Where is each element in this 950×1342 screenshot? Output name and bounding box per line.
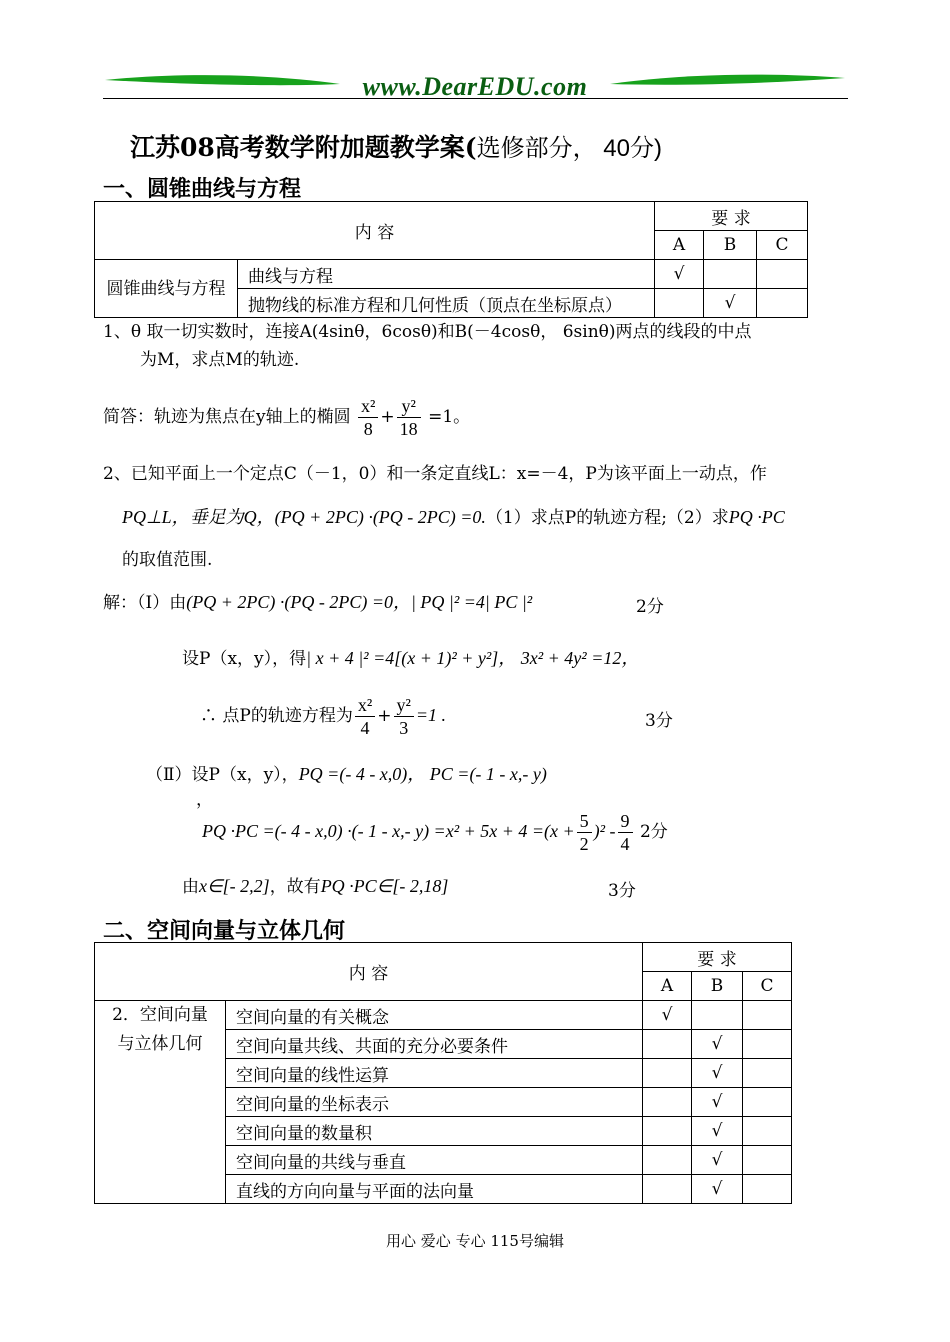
part-ii-comma: ，	[196, 790, 213, 810]
solution-1	[103, 588, 532, 617]
table2-level-a: A	[643, 972, 692, 1001]
table-row-item: 空间向量的有关概念	[226, 1001, 643, 1030]
sol3-fraction-y: $\frac{\text{y²}}{3}$	[394, 694, 414, 739]
score-2: 2分	[636, 597, 664, 617]
range-x: x∈[- 2,2]	[199, 876, 270, 896]
q1-fraction-x: $\frac{\text{x²}}{8}$	[358, 395, 378, 440]
q1-line1: 1、θ 取一切实数时，连接A(4sinθ，6cosθ)和B(－4cosθ， 6sinθ)两点的线段的中点	[103, 322, 752, 342]
table-cell-a	[643, 1059, 692, 1088]
table2-content-header: 内 容	[95, 943, 643, 1001]
table-cell-b: √	[692, 1030, 743, 1059]
sol3-fraction-x: $\frac{\text{x²}}{4}$	[355, 694, 375, 739]
q1-answer-suffix: =1。	[428, 407, 471, 427]
table-cell-c	[743, 1001, 792, 1030]
table2-req-header: 要 求	[643, 943, 792, 972]
table1-req-header: 要 求	[655, 202, 808, 231]
table-cell-a: √	[643, 1001, 692, 1030]
sol3-text: ∴ 点P的轨迹方程为	[200, 706, 353, 726]
page-title	[130, 128, 662, 164]
q2-tasks: （1）求点P的轨迹方程;（2）求	[485, 508, 729, 528]
q1-fraction-y: $\frac{\text{y²}}{18}$	[397, 395, 421, 440]
q2-condition: PQ⊥L，垂足为Q，(PQ + 2PC) ·(PQ - 2PC) =0.	[122, 507, 486, 527]
table-row-item: 空间向量的数量积	[226, 1117, 643, 1146]
table2-level-b: B	[692, 972, 743, 1001]
table-cell-a	[655, 289, 704, 318]
table-row-item: 直线的方向向量与平面的法向量	[226, 1175, 643, 1204]
table-cell-b	[692, 1001, 743, 1030]
logo-text: www.DearEDU.com	[362, 72, 588, 101]
q2-line3: 的取值范围.	[122, 550, 213, 570]
table-row-item: 空间向量的线性运算	[226, 1059, 643, 1088]
table-cell-a	[643, 1088, 692, 1117]
table1-group: 圆锥曲线与方程	[95, 260, 238, 318]
score-3: 3分	[645, 711, 673, 731]
dot-eq-pre: PQ ·PC =(- 4 - x,0) ·(- 1 - x,- y) =x² + 5x + 4 =(x +	[202, 821, 575, 841]
table-cell-a	[643, 1146, 692, 1175]
section1-heading: 一、圆锥曲线与方程	[103, 177, 302, 202]
table-cell-c	[743, 1059, 792, 1088]
q2-dot-product: PQ ·PC	[728, 507, 785, 527]
table-cell-a	[643, 1030, 692, 1059]
solution-3: ∴ 点P的轨迹方程为 $\frac{\text{x²}}{4}$ + $\frac{\text{y²}}{3}$ =1 .	[200, 695, 447, 738]
range-text2: ，故有	[269, 877, 321, 897]
score-dot: 2分	[639, 822, 668, 842]
dot-eq-mid: )² -	[593, 821, 616, 841]
table-cell-c	[743, 1088, 792, 1117]
table-cell-b: √	[692, 1175, 743, 1204]
q1-answer-prefix: 简答：轨迹为焦点在y轴上的椭圆	[103, 407, 351, 427]
table-cell-c	[743, 1175, 792, 1204]
sol2-text: 设P（x，y），得	[182, 649, 307, 669]
page-footer: 用心 爱心 专心 115号编辑	[386, 1232, 564, 1250]
solution-2	[182, 644, 639, 673]
table1-content-header: 内 容	[95, 202, 655, 260]
range-result: PQ ·PC∈[- 2,18]	[320, 876, 449, 896]
title-main: 江苏08高考数学附加题教学案(	[130, 133, 477, 162]
section2-table	[94, 942, 792, 1204]
header-rule	[103, 98, 848, 99]
dot-product-line	[202, 806, 668, 857]
table-cell-b: √	[704, 289, 757, 318]
sol1-equation: (PQ + 2PC) ·(PQ - 2PC) =0，| PQ |² =4| PC |²	[186, 592, 533, 612]
score-last: 3分	[608, 881, 636, 901]
q1-line2: 为M，求点M的轨迹.	[140, 350, 300, 370]
table-cell-b: √	[692, 1117, 743, 1146]
table-cell-c	[743, 1117, 792, 1146]
table-cell-c	[743, 1030, 792, 1059]
part-ii-label: （Ⅱ）设P（x，y），	[146, 765, 299, 785]
table-cell-c	[757, 289, 808, 318]
part-ii-vectors: PQ =(- 4 - x,0)， PC =(- 1 - x,- y)	[298, 764, 547, 784]
table-cell-b: √	[692, 1059, 743, 1088]
table-cell-a	[643, 1117, 692, 1146]
table1-level-b: B	[704, 231, 757, 260]
title-sub: 选修部分， 40分)	[476, 135, 662, 162]
table-row-item: 空间向量共线、共面的充分必要条件	[226, 1030, 643, 1059]
table-cell-a	[643, 1175, 692, 1204]
dot-fraction-5-2: $\frac{5}{2}$	[577, 810, 592, 855]
part-ii	[146, 760, 547, 789]
dot-fraction-9-4: $\frac{9}{4}$	[618, 810, 633, 855]
table-row-item: 抛物线的标准方程和几何性质（顶点在坐标原点）	[238, 289, 655, 318]
sol2-equation: | x + 4 |² =4[(x + 1)² + y²]， 3x² + 4y² =12，	[306, 648, 640, 668]
table-row-item: 空间向量的坐标表示	[226, 1088, 643, 1117]
table-cell-c	[743, 1146, 792, 1175]
sol1-label: 解：（Ⅰ）由	[103, 593, 187, 613]
table-cell-a: √	[655, 260, 704, 289]
section1-table	[94, 201, 808, 318]
table-cell-b: √	[692, 1146, 743, 1175]
table-row-item: 曲线与方程	[238, 260, 655, 289]
table1-level-a: A	[655, 231, 704, 260]
table-row-item: 空间向量的共线与垂直	[226, 1146, 643, 1175]
q1-answer: 简答：轨迹为焦点在y轴上的椭圆 $\frac{\text{x²}}{8}$ + $\frac{\text{y²}}{18}$ =1。	[103, 396, 471, 439]
section2-heading: 二、空间向量与立体几何	[103, 919, 346, 944]
table-cell-b	[704, 260, 757, 289]
table-cell-b: √	[692, 1088, 743, 1117]
table2-level-c: C	[743, 972, 792, 1001]
range-text: 由	[182, 877, 199, 897]
q2-line2	[122, 503, 785, 532]
range-line	[182, 872, 448, 901]
table1-level-c: C	[757, 231, 808, 260]
sol3-suffix: =1 .	[415, 705, 447, 725]
q2-line1: 2、已知平面上一个定点C（－1，0）和一条定直线L：x=－4，P为该平面上一动点，作	[103, 464, 767, 484]
table2-group: 2．空间向量与立体几何	[95, 1001, 226, 1204]
table-cell-c	[757, 260, 808, 289]
